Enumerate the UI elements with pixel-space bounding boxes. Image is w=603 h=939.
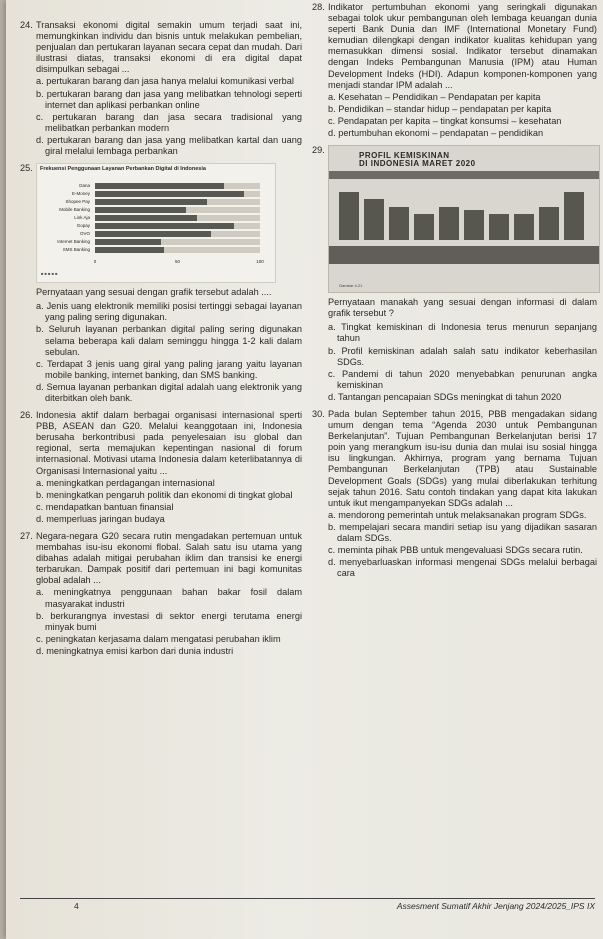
chart-bar: [95, 223, 234, 229]
bar-track: [95, 247, 260, 253]
option-c[interactable]: c. meminta pihak PBB untuk mengevaluasi SDGs secara rutin.: [328, 545, 583, 556]
question-number: 28.: [312, 2, 325, 12]
option-b[interactable]: b. pertukaran barang dan jasa yang melibatkan tehnologi seperti internet dan aplikasi perbankan online: [36, 88, 302, 110]
chart-bar: [95, 231, 211, 237]
bar-label: Mobile Banking: [59, 207, 90, 213]
bar-label: Internet Banking: [57, 239, 90, 245]
option-c[interactable]: c. pertukaran barang dan jasa secara tradisional yang melibatkan perbankan modern: [36, 111, 302, 133]
chart-bar-row: [37, 214, 275, 222]
question-statement: Pernyataan manakah yang sesuai dengan informasi di dalam grafik tersebut ?: [328, 297, 597, 319]
chart-footer-band: [329, 246, 599, 264]
question-28: [312, 2, 597, 139]
chart-bar: [364, 199, 384, 240]
option-a[interactable]: a. Kesehatan – Pendidikan – Pendapatan per kapita: [328, 91, 541, 102]
bar-label: E-Money: [71, 191, 90, 197]
option-a[interactable]: a. meningkatnya penggunaan bahan bakar fosil dalam masyarakat industri: [36, 587, 302, 609]
chart-bar: [514, 214, 534, 240]
chart-bar: [539, 207, 559, 241]
option-d[interactable]: d. memperluas jaringan budaya: [36, 513, 165, 524]
option-a[interactable]: a. meningkatkan perdagangan internasional: [36, 477, 215, 488]
chart-bar-row: [37, 190, 275, 198]
bar-track: [95, 231, 260, 237]
question-25: [20, 163, 302, 404]
chart-bar: [95, 207, 186, 213]
right-column: [312, 2, 597, 585]
bar-label: OVO: [79, 231, 90, 237]
chart-bar-row: [37, 206, 275, 214]
option-a[interactable]: a. mendorong pemerintah untuk melaksanakan program SDGs.: [328, 509, 587, 520]
option-d[interactable]: d. meningkatnya emisi karbon dari dunia industri: [36, 645, 234, 656]
option-a[interactable]: a. Tingkat kemiskinan di Indonesia terus menurun sepanjang tahun: [328, 322, 597, 344]
option-d[interactable]: d. menyebarluaskan informasi mengenai SDGs melalui berbagai cara: [328, 557, 597, 579]
option-c[interactable]: c. Pendapatan per kapita – tingkat konsumsi – kesehatan: [328, 115, 562, 126]
option-d[interactable]: d. pertumbuhan ekonomi – pendapatan – pendidikan: [328, 128, 544, 139]
chart-bar-row: [37, 230, 275, 238]
footer-text: Assesment Sumatif Akhir Jenjang 2024/2025_IPS IX: [396, 901, 595, 911]
x-axis: [93, 256, 264, 265]
question-statement: Pernyataan yang sesuai dengan grafik tersebut adalah ....: [36, 287, 272, 298]
bar-label: Dana: [79, 183, 90, 189]
chart-bar: [339, 192, 359, 241]
bar-label: Link Aja: [74, 215, 90, 221]
option-c[interactable]: c. Pandemi di tahun 2020 menyebabkan penurunan angka kemiskinan: [328, 368, 597, 390]
poverty-profile-chart: [328, 145, 600, 293]
question-stem: Transaksi ekonomi digital semakin umum terjadi saat ini, memungkinkan individu dan bisnis untuk melakukan pembelian, penjualan dan pertukaran layanan secara cepat dan mudah. Dari ilustrasi diatas, transaksi ekonomi di era digital dapat disimpulkan sebagai ...: [36, 20, 302, 75]
question-27: [20, 531, 302, 657]
chart-header-band: [329, 171, 599, 179]
option-b[interactable]: b. Pendidikan – standar hidup – pendapatan per kapita: [328, 103, 552, 114]
option-b[interactable]: b. Profil kemiskinan adalah salah satu indikator keberhasilan SDGs.: [328, 345, 597, 367]
chart-bar: [95, 183, 224, 189]
chart-bar: [95, 191, 244, 197]
chart-title: Frekuensi Penggunaan Layanan Perbankan Digital di Indonesia: [40, 166, 206, 173]
chart-bar: [464, 210, 484, 240]
question-number: 30.: [312, 408, 325, 419]
chart-bar: [389, 207, 409, 241]
question-number: 24.: [20, 20, 33, 30]
chart-caption: Gambar 4.21: [339, 283, 363, 289]
bar-track: [95, 223, 260, 229]
chart-bar: [95, 199, 207, 205]
chart-legend: ■ ■ ■ ■ ■: [41, 271, 58, 277]
question-number: 26.: [20, 410, 33, 421]
chart-bar-row: [37, 182, 275, 190]
chart-bar: [564, 192, 584, 241]
question-number: 29.: [312, 145, 325, 156]
question-stem: Indonesia aktif dalam berbagai organisasi internasional sperti PBB, ASEAN dan G20. Melalui keanggotaan ini, Indonesia berusaha berkontribusi pada penyelesaian isu global dan regional, serta memajukan kepentingan nasional di forum internasional. Motivasi utama Indonesia dalam keterlibatannya di Organisasi Internasional yaitu ...: [36, 410, 302, 476]
question-stem: Indikator pertumbuhan ekonomi yang seringkali digunakan sebagai tolok ukur pembangunan oleh lembaga keuangan dunia seperti Bank Dunia dan IMF (International Monetary Fund) kemudian dilengkapi dengan indikator kualitas kehidupan yang memasukkan dimensi sosial. Indikator tersebut dinamakan dengan Indeks Pembangunan Manusia (IPM) atau Human Development Indeks (HDI). Adapun komponen-komponen yang menjadi standar IPM adalah ...: [328, 2, 597, 90]
option-c[interactable]: c. Terdapat 3 jenis uang giral yang paling jarang yaitu layanan mobile banking, internet banking, dan SMS banking.: [36, 358, 302, 380]
axis-tick-label: 100: [256, 259, 264, 265]
chart-subtitle: DI INDONESIA MARET 2020: [359, 159, 476, 169]
option-b[interactable]: b. meningkatkan pengaruh politik dan ekonomi di tingkat global: [36, 489, 293, 500]
chart-bar-row: [37, 222, 275, 230]
bar-label: Gopay: [76, 223, 90, 229]
bar-track: [95, 207, 260, 213]
axis-tick-label: 50: [174, 259, 181, 265]
question-number: 25.: [20, 163, 33, 174]
option-d[interactable]: d. pertukaran barang dan jasa yang melibatkan kartal dan uang giral melalui lembaga perbankan: [36, 134, 302, 157]
page-number: 4: [74, 901, 79, 911]
chart-bar: [95, 239, 161, 245]
chart-bar-row: [37, 238, 275, 246]
chart-bar-row: [37, 246, 275, 254]
question-30: [312, 409, 597, 579]
bar-track: [95, 191, 260, 197]
option-d[interactable]: d. Semua layanan perbankan digital adalah uang elektronik yang diterbitkan oleh bank.: [36, 381, 302, 403]
option-c[interactable]: c. mendapatkan bantuan finansial: [36, 501, 174, 512]
option-d[interactable]: d. Tantangan pencapaian SDGs meningkat di tahun 2020: [328, 391, 562, 402]
option-b[interactable]: b. Seluruh layanan perbankan digital paling sering digunakan selama beberapa kali dalam seminggu hingga 1-2 kali dalam sebulan.: [36, 324, 302, 357]
chart-bar: [489, 214, 509, 240]
left-column: [20, 20, 302, 663]
bar-label: Shopee Pay: [65, 199, 90, 205]
chart-plot-area: [335, 182, 593, 240]
bar-track: [95, 239, 260, 245]
page-footer: [20, 898, 595, 911]
usage-frequency-chart: [36, 163, 276, 283]
question-29: [312, 145, 597, 403]
question-26: [20, 410, 302, 525]
axis-tick-label: 0: [93, 259, 97, 265]
bar-label: SMS Banking: [62, 247, 90, 253]
bar-track: [95, 199, 260, 205]
option-b[interactable]: b. mempelajari secara mandiri setiap isu yang dijadikan sasaran dalam SDGs.: [328, 521, 597, 543]
question-number: 27.: [20, 531, 33, 541]
option-a[interactable]: a. Jenis uang elektronik memiliki posisi tertinggi sebagai layanan yang paling sering digunakan.: [36, 301, 302, 323]
option-b[interactable]: b. berkurangnya investasi di sektor energi terutama energi minyak bumi: [36, 610, 302, 632]
exam-page: [6, 0, 603, 939]
question-stem: Pada bulan September tahun 2015, PBB mengadakan sidang umum dengan tema “Agenda 2030 untuk Pembangunan Berkelanjutan”. Tujuan Pembangunan Berkelanjutan berisi 17 poin yang merangkum isu-isu dunia dan mulai isu sosial hingga isu lingkungan. Akhirnya, program yang bernama Tujuan Pembangunan Berkelanjutan (TPB) atau Sustainable Development Goals (SDGs) yang mulai diberlakukan terhitung sejak tahun 2016. Satu contoh tindakan yang dapat kita lakukan untuk ikut mengampanyekan SDGs adalah ...: [328, 408, 597, 508]
chart-bar: [414, 214, 434, 240]
question-24: [20, 20, 302, 157]
question-stem: Negara-negara G20 secara rutin mengadakan pertemuan untuk membahas isu-isu ekonomi flobal. Salah satu isu utama yang dibahas adalah mitigai perubahan iklim dan transisi ke energi terbarukan. Dampak positif dari pertemuan ini bagi komunitas global adalah ...: [36, 531, 302, 586]
option-c[interactable]: c. peningkatan kerjasama dalam mengatasi perubahan iklim: [36, 633, 281, 644]
chart-bar: [95, 247, 164, 253]
bar-track: [95, 215, 260, 221]
bar-track: [95, 183, 260, 189]
chart-bar: [95, 215, 197, 221]
chart-bar-row: [37, 198, 275, 206]
option-a[interactable]: a. pertukaran barang dan jasa hanya melalui komunikasi verbal: [36, 76, 294, 87]
chart-title: PROFIL KEMISKINAN: [359, 151, 450, 161]
chart-bar: [439, 207, 459, 241]
